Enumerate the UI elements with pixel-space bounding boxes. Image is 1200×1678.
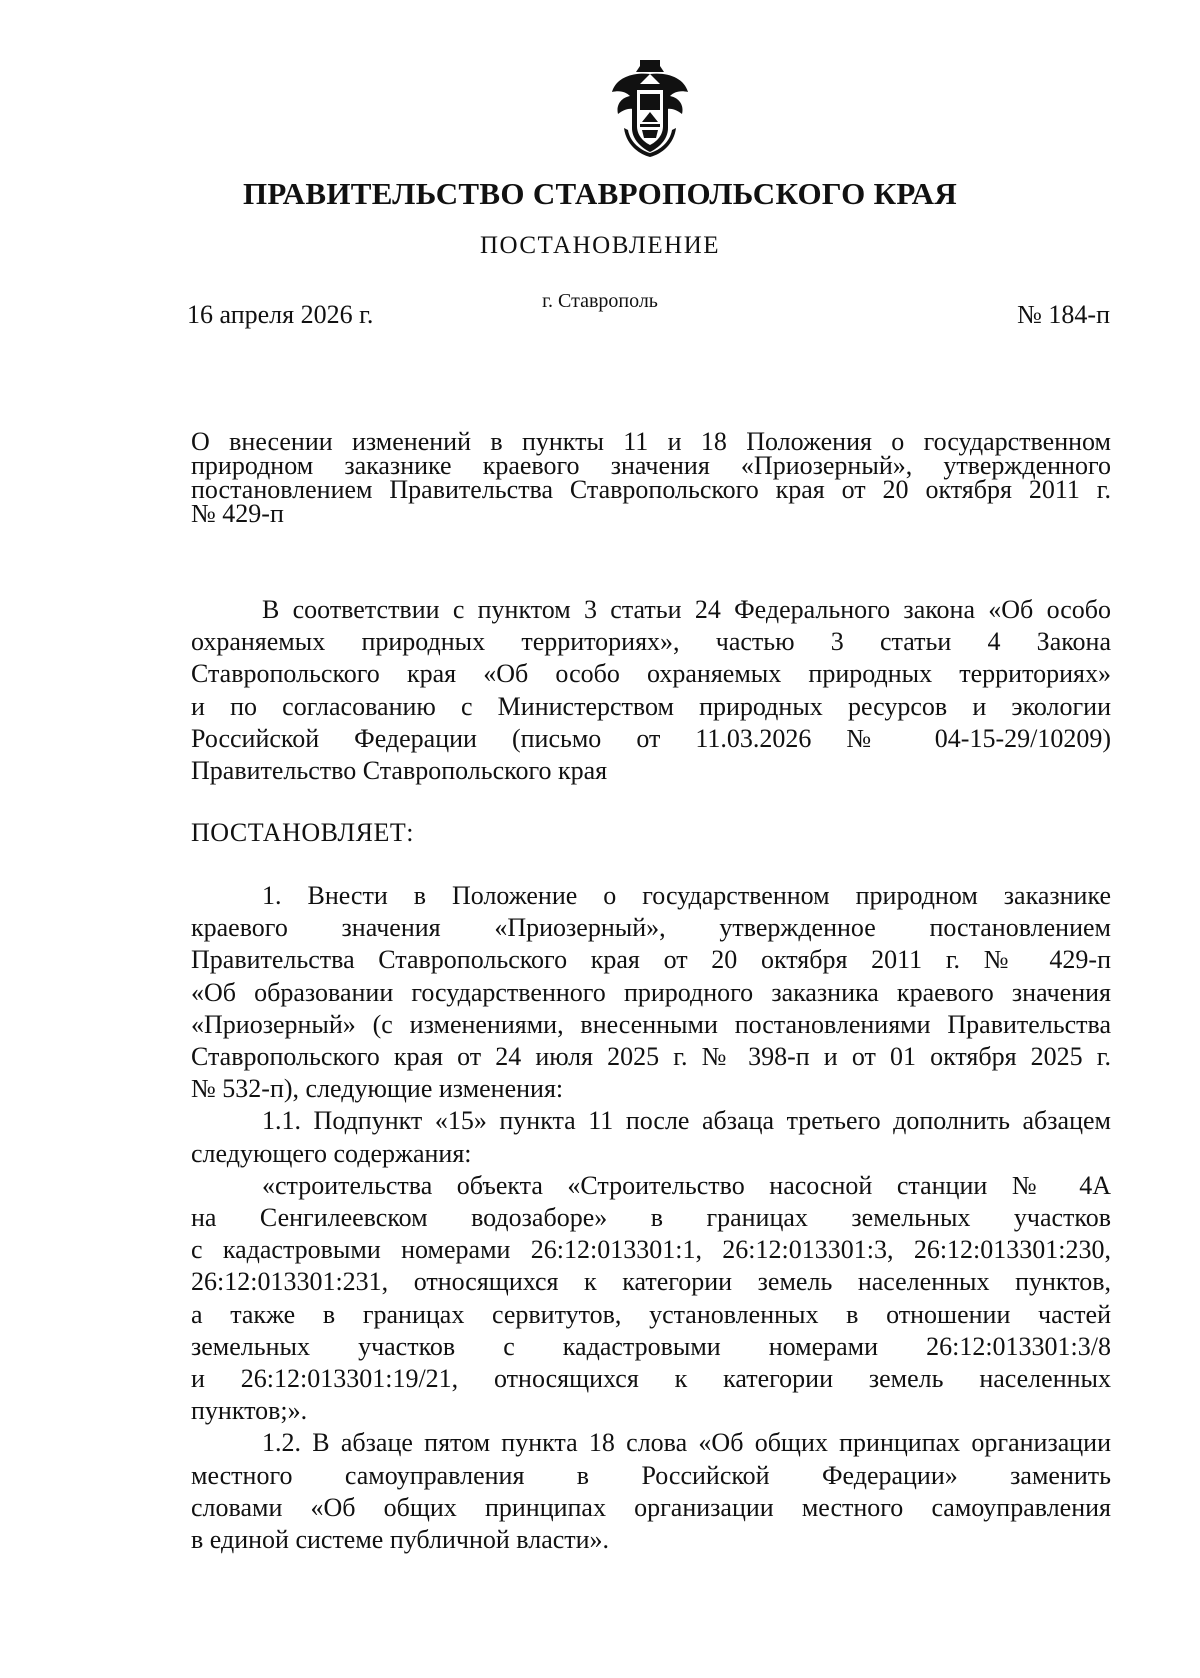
preamble-line: и по согласованию с Министерством природных ресурсов и экологии: [191, 691, 1111, 721]
preamble-line: Ставропольского края «Об особо охраняемых природных территориях»: [191, 659, 1111, 689]
item-line: 1.1. Подпункт «15» пункта 11 после абзаца третьего дополнить абзацем: [262, 1106, 1111, 1136]
resolution-items: [191, 880, 1111, 1556]
item-line: следующего содержания:: [191, 1138, 472, 1168]
subject-line: природном заказнике краевого значения «Приозерный», утвержденного: [191, 451, 1111, 480]
preamble-line: охраняемых природных территориях», частью 3 статьи 4 Закона: [191, 627, 1111, 657]
item-line: «Об образовании государственного природного заказника краевого значения: [191, 977, 1111, 1007]
preamble-line: Российской Федерации (письмо от 11.03.2026 № 04-15-29/10209): [191, 723, 1111, 753]
preamble-line: Правительство Ставропольского края: [191, 756, 608, 786]
coat-of-arms-icon: [610, 58, 690, 158]
item-line: с кадастровыми номерами 26:12:013301:1, 26:12:013301:3, 26:12:013301:230,: [191, 1235, 1111, 1265]
item-line: 1. Внести в Положение о государственном природном заказнике: [262, 881, 1111, 910]
item-line: а также в границах сервитутов, установленных в отношении частей: [191, 1299, 1111, 1329]
subject-line: постановлением Правительства Ставропольского края от 20 октября 2011 г.: [191, 475, 1111, 504]
government-title: ПРАВИТЕЛЬСТВО СТАВРОПОЛЬСКОГО КРАЯ: [242, 176, 958, 211]
item-line: № 532-п), следующие изменения:: [191, 1074, 564, 1104]
document-city: г. Ставрополь: [542, 290, 658, 312]
preamble-line: В соответствии с пунктом 3 статьи 24 Федерального закона «Об особо: [262, 595, 1111, 624]
item-line: на Сенгилеевском водозаборе» в границах земельных участков: [191, 1203, 1111, 1233]
item-line: словами «Об общих принципах организации местного самоуправления: [191, 1492, 1111, 1522]
item-line: и 26:12:013301:19/21, относящихся к категории земель населенных: [191, 1364, 1111, 1394]
item-line: земельных участков с кадастровыми номерами 26:12:013301:3/8: [191, 1331, 1111, 1361]
item-line: краевого значения «Приозерный», утвержденное постановлением: [191, 913, 1111, 943]
item-line: 26:12:013301:231, относящихся к категории земель населенных пунктов,: [191, 1267, 1111, 1297]
item-line: Ставропольского края от 24 июля 2025 г. № 398-п и от 01 октября 2025 г.: [191, 1042, 1111, 1072]
item-line: «Приозерный» (с изменениями, внесенными постановлениями Правительства: [191, 1009, 1111, 1039]
item-line: 1.2. В абзаце пятом пункта 18 слова «Об общих принципах организации: [262, 1428, 1111, 1458]
document-subject: [191, 427, 1111, 528]
item-line: Правительства Ставропольского края от 20 октября 2011 г. № 429-п: [191, 945, 1111, 975]
document-date: 16 апреля 2026 г.: [187, 300, 374, 329]
preamble: [191, 594, 1111, 787]
subject-line: № 429-п: [191, 499, 284, 528]
document-type: ПОСТАНОВЛЕНИЕ: [479, 232, 721, 259]
item-line: «строительства объекта «Строительство насосной станции № 4А: [262, 1170, 1111, 1200]
subject-line: О внесении изменений в пункты 11 и 18 Положения о государственном: [191, 427, 1111, 456]
item-line: в единой системе публичной власти».: [191, 1525, 610, 1555]
item-line: пунктов;».: [191, 1396, 308, 1426]
item-line: местного самоуправления в Российской Федерации» заменить: [191, 1460, 1111, 1490]
resolves-heading: ПОСТАНОВЛЯЕТ:: [191, 818, 414, 847]
document-number: № 184-п: [1017, 300, 1110, 329]
